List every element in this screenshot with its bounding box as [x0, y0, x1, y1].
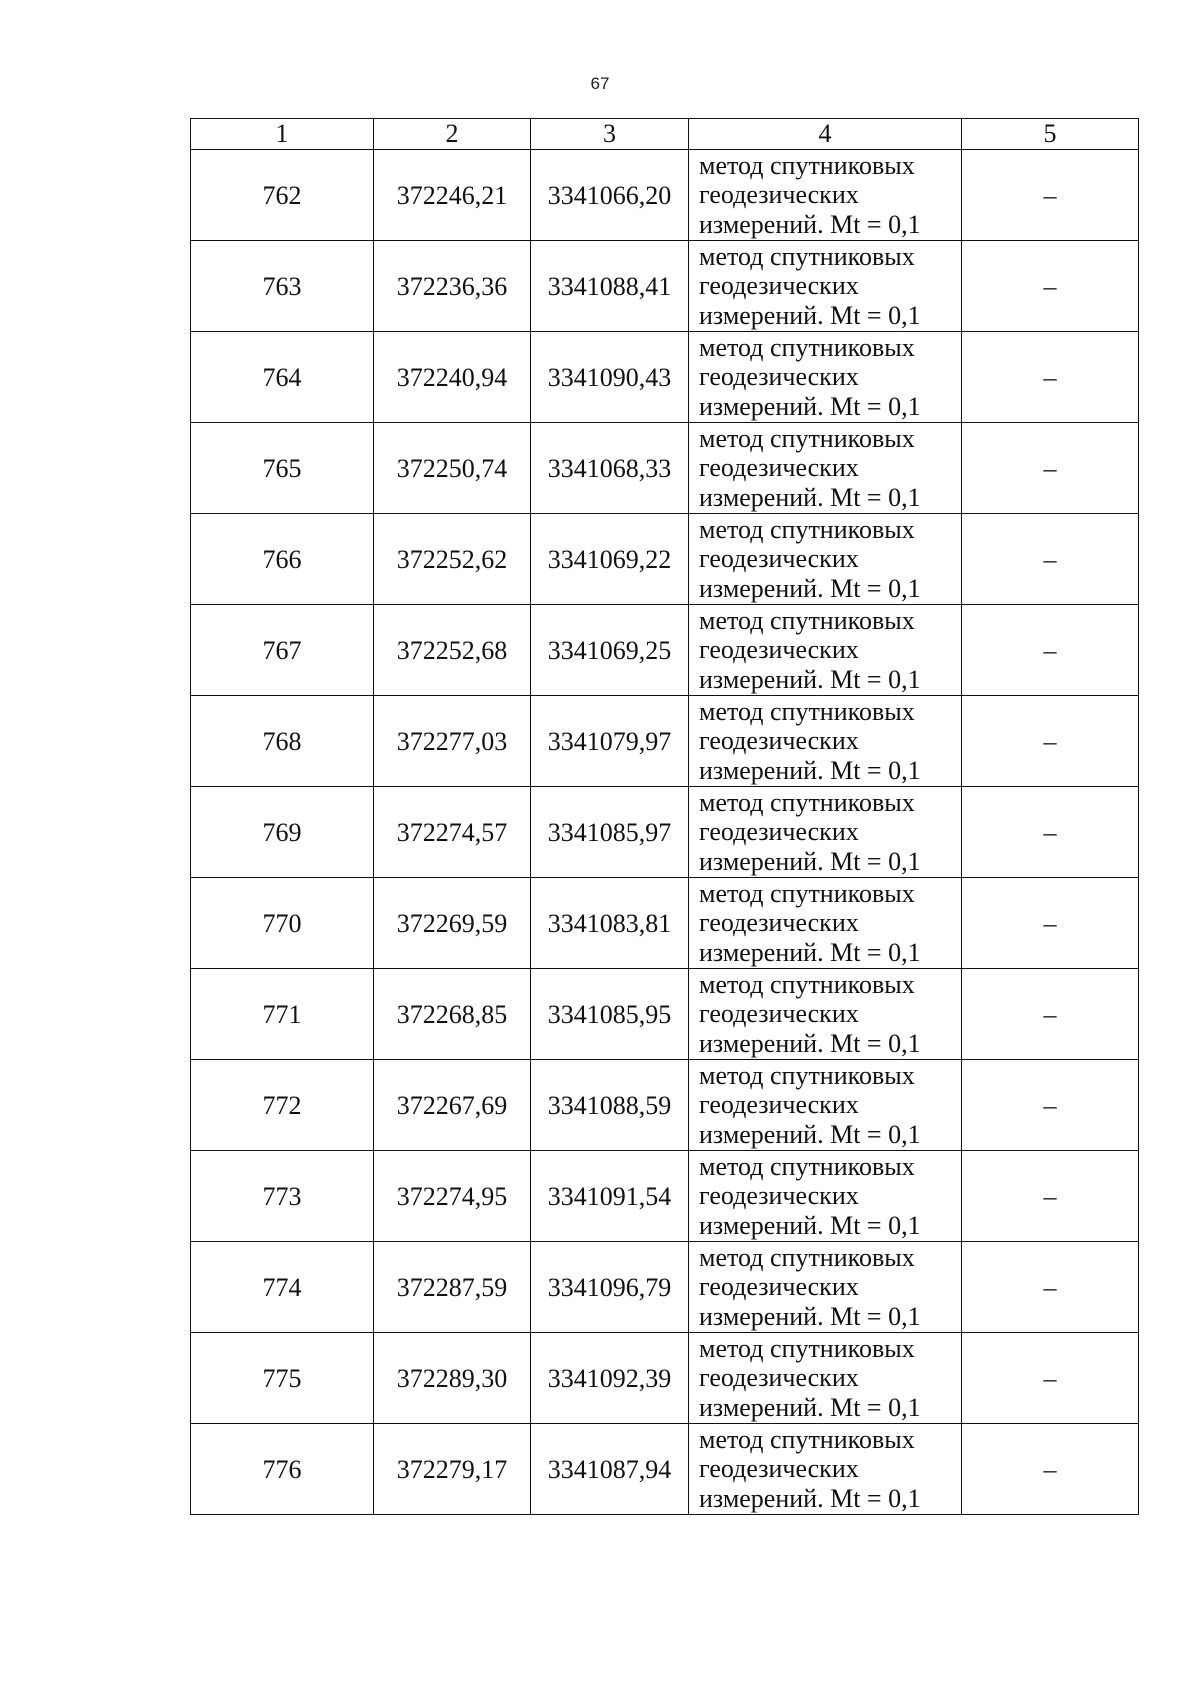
method-line: измерений. Mt = 0,1: [699, 482, 921, 512]
coordinate-x-cell: 372240,94: [374, 332, 531, 423]
point-number-cell: 776: [191, 1424, 374, 1515]
column5-cell: –: [962, 423, 1139, 514]
method-line: метод спутниковых: [699, 1424, 915, 1454]
method-cell: [689, 514, 962, 605]
table-row: [191, 696, 1139, 787]
table-row: [191, 787, 1139, 878]
coordinate-x-cell: 372279,17: [374, 1424, 531, 1515]
method-cell: [689, 1151, 962, 1242]
method-line: метод спутниковых: [699, 1060, 915, 1090]
point-number-cell: 765: [191, 423, 374, 514]
method-line: метод спутниковых: [699, 787, 915, 817]
point-number-cell: 769: [191, 787, 374, 878]
method-line: геодезических: [699, 1363, 859, 1393]
method-cell: [689, 878, 962, 969]
method-line: геодезических: [699, 635, 859, 665]
point-number-cell: 773: [191, 1151, 374, 1242]
column5-cell: –: [962, 332, 1139, 423]
table-row: [191, 1060, 1139, 1151]
column5-cell: –: [962, 1060, 1139, 1151]
coordinate-y-cell: 3341083,81: [531, 878, 689, 969]
method-cell: [689, 241, 962, 332]
method-cell: [689, 969, 962, 1060]
coordinate-x-cell: 372252,62: [374, 514, 531, 605]
coordinate-y-cell: 3341088,41: [531, 241, 689, 332]
column5-cell: –: [962, 1151, 1139, 1242]
method-cell: [689, 605, 962, 696]
method-line: измерений. Mt = 0,1: [699, 1028, 921, 1058]
point-number-cell: 762: [191, 150, 374, 241]
method-cell: [689, 150, 962, 241]
method-line: метод спутниковых: [699, 878, 915, 908]
table-row: [191, 423, 1139, 514]
method-line: геодезических: [699, 1181, 859, 1211]
column5-cell: –: [962, 878, 1139, 969]
table-row: [191, 605, 1139, 696]
point-number-cell: 772: [191, 1060, 374, 1151]
method-line: измерений. Mt = 0,1: [699, 300, 921, 330]
coordinate-x-cell: 372274,95: [374, 1151, 531, 1242]
point-number-cell: 766: [191, 514, 374, 605]
page-number: 67: [590, 74, 610, 93]
method-cell: [689, 332, 962, 423]
point-number-cell: 763: [191, 241, 374, 332]
method-cell: [689, 1424, 962, 1515]
coordinate-x-cell: 372287,59: [374, 1242, 531, 1333]
column-header: 5: [962, 119, 1139, 150]
method-cell: [689, 696, 962, 787]
coordinate-y-cell: 3341096,79: [531, 1242, 689, 1333]
column5-cell: –: [962, 1424, 1139, 1515]
method-line: метод спутниковых: [699, 514, 915, 544]
method-line: геодезических: [699, 999, 859, 1029]
point-number-cell: 770: [191, 878, 374, 969]
table-row: [191, 241, 1139, 332]
method-line: измерений. Mt = 0,1: [699, 755, 921, 785]
method-line: геодезических: [699, 1090, 859, 1120]
coordinate-x-cell: 372246,21: [374, 150, 531, 241]
coordinate-x-cell: 372268,85: [374, 969, 531, 1060]
method-cell: [689, 1333, 962, 1424]
coordinate-y-cell: 3341079,97: [531, 696, 689, 787]
method-cell: [689, 1242, 962, 1333]
method-line: метод спутниковых: [699, 696, 915, 726]
column5-cell: –: [962, 969, 1139, 1060]
column5-cell: –: [962, 605, 1139, 696]
coordinate-y-cell: 3341066,20: [531, 150, 689, 241]
method-line: метод спутниковых: [699, 150, 915, 180]
coordinate-y-cell: 3341069,25: [531, 605, 689, 696]
method-line: геодезических: [699, 817, 859, 847]
method-line: измерений. Mt = 0,1: [699, 1483, 921, 1513]
table-header-row: [191, 119, 1139, 150]
column5-cell: –: [962, 696, 1139, 787]
method-line: измерений. Mt = 0,1: [699, 209, 921, 239]
point-number-cell: 771: [191, 969, 374, 1060]
coordinate-x-cell: 372252,68: [374, 605, 531, 696]
method-line: метод спутниковых: [699, 1333, 915, 1363]
coordinate-x-cell: 372236,36: [374, 241, 531, 332]
column-header: 3: [531, 119, 689, 150]
method-line: геодезических: [699, 271, 859, 301]
table-row: [191, 1333, 1139, 1424]
coordinate-x-cell: 372269,59: [374, 878, 531, 969]
method-line: метод спутниковых: [699, 1242, 915, 1272]
coordinate-y-cell: 3341069,22: [531, 514, 689, 605]
table-row: [191, 878, 1139, 969]
column5-cell: –: [962, 150, 1139, 241]
column5-cell: –: [962, 241, 1139, 332]
coordinate-y-cell: 3341068,33: [531, 423, 689, 514]
method-line: метод спутниковых: [699, 332, 915, 362]
method-line: измерений. Mt = 0,1: [699, 846, 921, 876]
coordinate-x-cell: 372289,30: [374, 1333, 531, 1424]
table-row: [191, 1151, 1139, 1242]
method-line: геодезических: [699, 1272, 859, 1302]
table-row: [191, 150, 1139, 241]
coordinates-table: [190, 118, 1139, 1515]
method-line: геодезических: [699, 908, 859, 938]
method-line: измерений. Mt = 0,1: [699, 1119, 921, 1149]
coordinate-y-cell: 3341088,59: [531, 1060, 689, 1151]
coordinate-x-cell: 372274,57: [374, 787, 531, 878]
method-line: измерений. Mt = 0,1: [699, 937, 921, 967]
method-line: геодезических: [699, 726, 859, 756]
method-line: геодезических: [699, 544, 859, 574]
coordinate-y-cell: 3341085,95: [531, 969, 689, 1060]
method-line: геодезических: [699, 453, 859, 483]
point-number-cell: 774: [191, 1242, 374, 1333]
coordinate-y-cell: 3341090,43: [531, 332, 689, 423]
table-body: [191, 150, 1139, 1515]
method-line: измерений. Mt = 0,1: [699, 573, 921, 603]
method-line: метод спутниковых: [699, 241, 915, 271]
table-row: [191, 969, 1139, 1060]
method-line: измерений. Mt = 0,1: [699, 1210, 921, 1240]
column5-cell: –: [962, 787, 1139, 878]
method-line: метод спутниковых: [699, 605, 915, 635]
coordinate-y-cell: 3341085,97: [531, 787, 689, 878]
point-number-cell: 768: [191, 696, 374, 787]
method-line: геодезических: [699, 1454, 859, 1484]
point-number-cell: 775: [191, 1333, 374, 1424]
method-line: геодезических: [699, 180, 859, 210]
table-row: [191, 332, 1139, 423]
coordinate-y-cell: 3341091,54: [531, 1151, 689, 1242]
method-line: измерений. Mt = 0,1: [699, 1392, 921, 1422]
coordinate-x-cell: 372267,69: [374, 1060, 531, 1151]
column5-cell: –: [962, 1242, 1139, 1333]
column5-cell: –: [962, 514, 1139, 605]
method-line: метод спутниковых: [699, 969, 915, 999]
table-row: [191, 1242, 1139, 1333]
column-header: 2: [374, 119, 531, 150]
method-line: метод спутниковых: [699, 1151, 915, 1181]
coordinate-y-cell: 3341092,39: [531, 1333, 689, 1424]
method-line: измерений. Mt = 0,1: [699, 1301, 921, 1331]
coordinate-x-cell: 372277,03: [374, 696, 531, 787]
column-header: 1: [191, 119, 374, 150]
method-cell: [689, 1060, 962, 1151]
point-number-cell: 764: [191, 332, 374, 423]
column-header: 4: [689, 119, 962, 150]
point-number-cell: 767: [191, 605, 374, 696]
method-cell: [689, 423, 962, 514]
method-line: метод спутниковых: [699, 423, 915, 453]
method-line: измерений. Mt = 0,1: [699, 391, 921, 421]
coordinate-y-cell: 3341087,94: [531, 1424, 689, 1515]
table-row: [191, 1424, 1139, 1515]
method-cell: [689, 787, 962, 878]
coordinate-x-cell: 372250,74: [374, 423, 531, 514]
column5-cell: –: [962, 1333, 1139, 1424]
method-line: геодезических: [699, 362, 859, 392]
table-row: [191, 514, 1139, 605]
method-line: измерений. Mt = 0,1: [699, 664, 921, 694]
